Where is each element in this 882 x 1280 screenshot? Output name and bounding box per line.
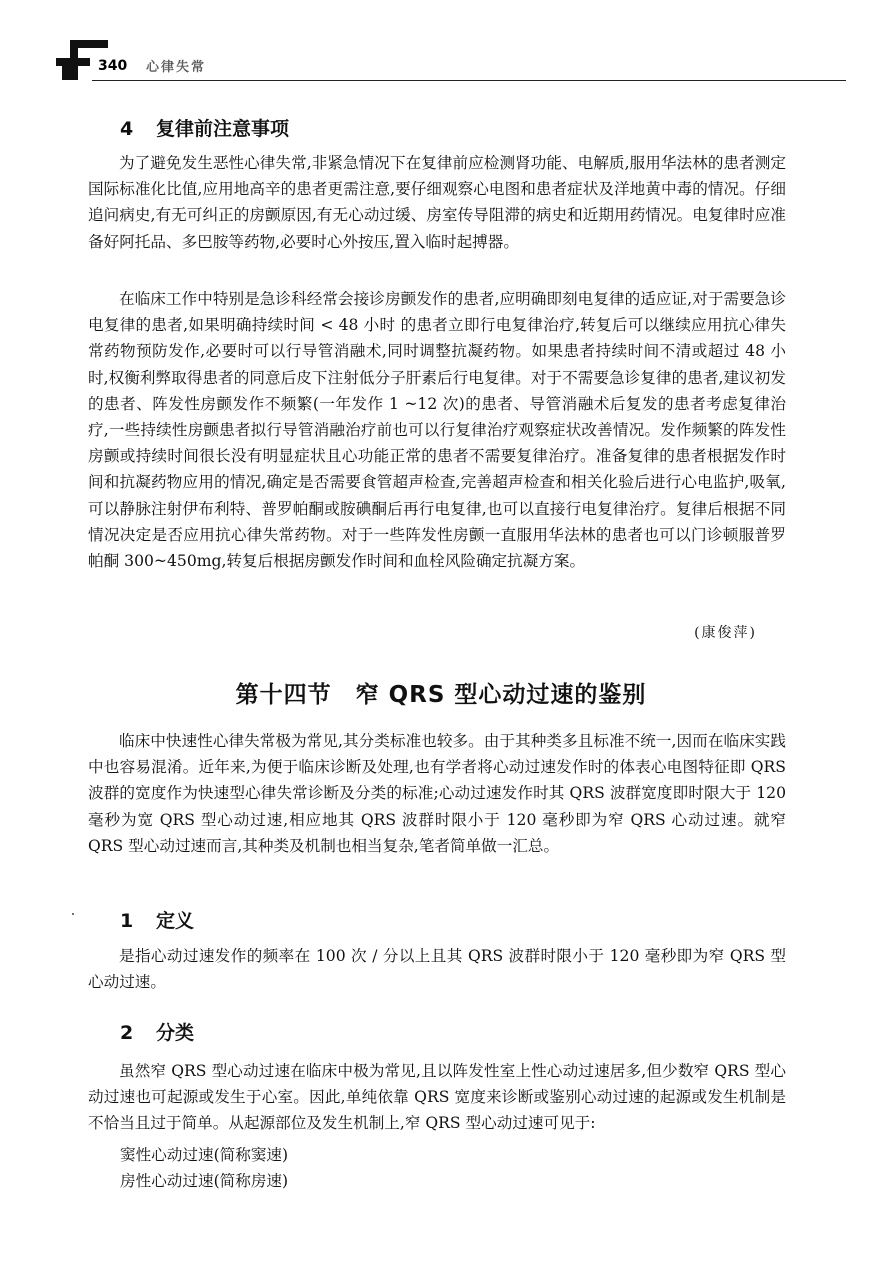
list-item-atrial-tachycardia: 房性心动过速(简称房速) (120, 1172, 289, 1190)
paragraph-definition: 是指心动过速发作的频率在 100 次 / 分以上且其 QRS 波群时限小于 120 毫秒即为窄 QRS 型心动过速。 (88, 947, 786, 992)
header-rule (92, 80, 846, 81)
section-number: 1 (120, 910, 134, 932)
section-number: 4 (120, 118, 134, 140)
page-header (56, 28, 846, 88)
paragraph-intro: 临床中快速性心律失常极为常见,其分类标准也较多。由于其种类多且标准不统一,因而在临床实践中也容易混淆。近年来,为便于临床诊断及处理,也有学者将心动过速发作时的体表心电图特征即 QRS 波群的宽度作为快速型心律失常诊断及分类的标准;心动过速发作时其 QRS 波群宽度即时限大于 120 毫秒为宽 QRS 型心动过速,相应地其 QRS 波群时限小于 120 毫秒即为窄 QRS 心动过速。就窄 QRS 型心动过速而言,其种类及机制也相当复杂,笔者简单做一汇总。 (88, 732, 786, 855)
page-number: 340 (98, 58, 128, 74)
section-title: 定义 (156, 910, 195, 932)
section-title: 分类 (156, 1022, 195, 1044)
print-speck (72, 913, 74, 915)
section-heading-2 (120, 1018, 194, 1045)
author-attribution: (康俊萍) (694, 625, 757, 641)
running-title: 心律失常 (146, 60, 207, 75)
paragraph-precautions: 为了避免发生恶性心律失常,非紧急情况下在复律前应检测肾功能、电解质,服用华法林的患者测定国际标准化比值,应用地高辛的患者更需注意,要仔细观察心电图和患者症状及洋地黄中毒的情况。仔细追问病史,有无可纠正的房颤原因,有无心动过缓、房室传导阻滞的病史和近期用药情况。电复律时应准备好阿托品、多巴胺等药物,必要时心外按压,置入临时起搏器。 (88, 154, 786, 251)
chapter-title: 第十四节 窄 QRS 型心动过速的鉴别 (235, 682, 647, 708)
paragraph-classification: 虽然窄 QRS 型心动过速在临床中极为常见,且以阵发性室上性心动过速居多,但少数窄 QRS 型心动过速也可起源或发生于心室。因此,单纯依靠 QRS 宽度来诊断或鉴别心动过速的起源或发生机制是不恰当且过于简单。从起源部位及发生机制上,窄 QRS 型心动过速可见于: (88, 1062, 786, 1133)
section-heading-4 (120, 114, 289, 141)
section-heading-1 (120, 906, 194, 933)
paragraph-clinical-practice: 在临床工作中特别是急诊科经常会接诊房颤发作的患者,应明确即刻电复律的适应证,对于需要急诊电复律的患者,如果明确持续时间 < 48 小时 的患者立即行电复律治疗,转复后可以继续应用抗心律失常药物预防发作,必要时可以行导管消融术,同时调整抗凝药物。如果患者持续时间不清或超过 48 小时,权衡利弊取得患者的同意后皮下注射低分子肝素后行电复律。对于不需要急诊复律的患者,建议初发的患者、阵发性房颤发作不频繁(一年发作 1 ~12 次)的患者、导管消融术后复发的患者考虑复律治疗,一些持续性房颤患者拟行导管消融治疗前也可以行复律治疗观察症状改善情况。发作频繁的阵发性房颤或持续时间很长没有明显症状且心功能正常的患者不需要复律治疗。准备复律的患者根据发作时间和抗凝药物应用的情况,确定是否需要食管超声检查,完善超声检查和相关化验后进行心电监护,吸氧,可以静脉注射伊布利特、普罗帕酮或胺碘酮后再行电复律,也可以直接行电复律治疗。复律后根据不同情况决定是否应用抗心律失常药物。对于一些阵发性房颤一直服用华法林的患者也可以门诊顿服普罗帕酮 300~450mg,转复后根据房颤发作时间和血栓风险确定抗凝方案。 (88, 290, 786, 571)
section-title: 复律前注意事项 (156, 118, 290, 140)
section-number: 2 (120, 1022, 134, 1044)
list-item-sinus-tachycardia: 窦性心动过速(简称窦速) (120, 1146, 289, 1164)
